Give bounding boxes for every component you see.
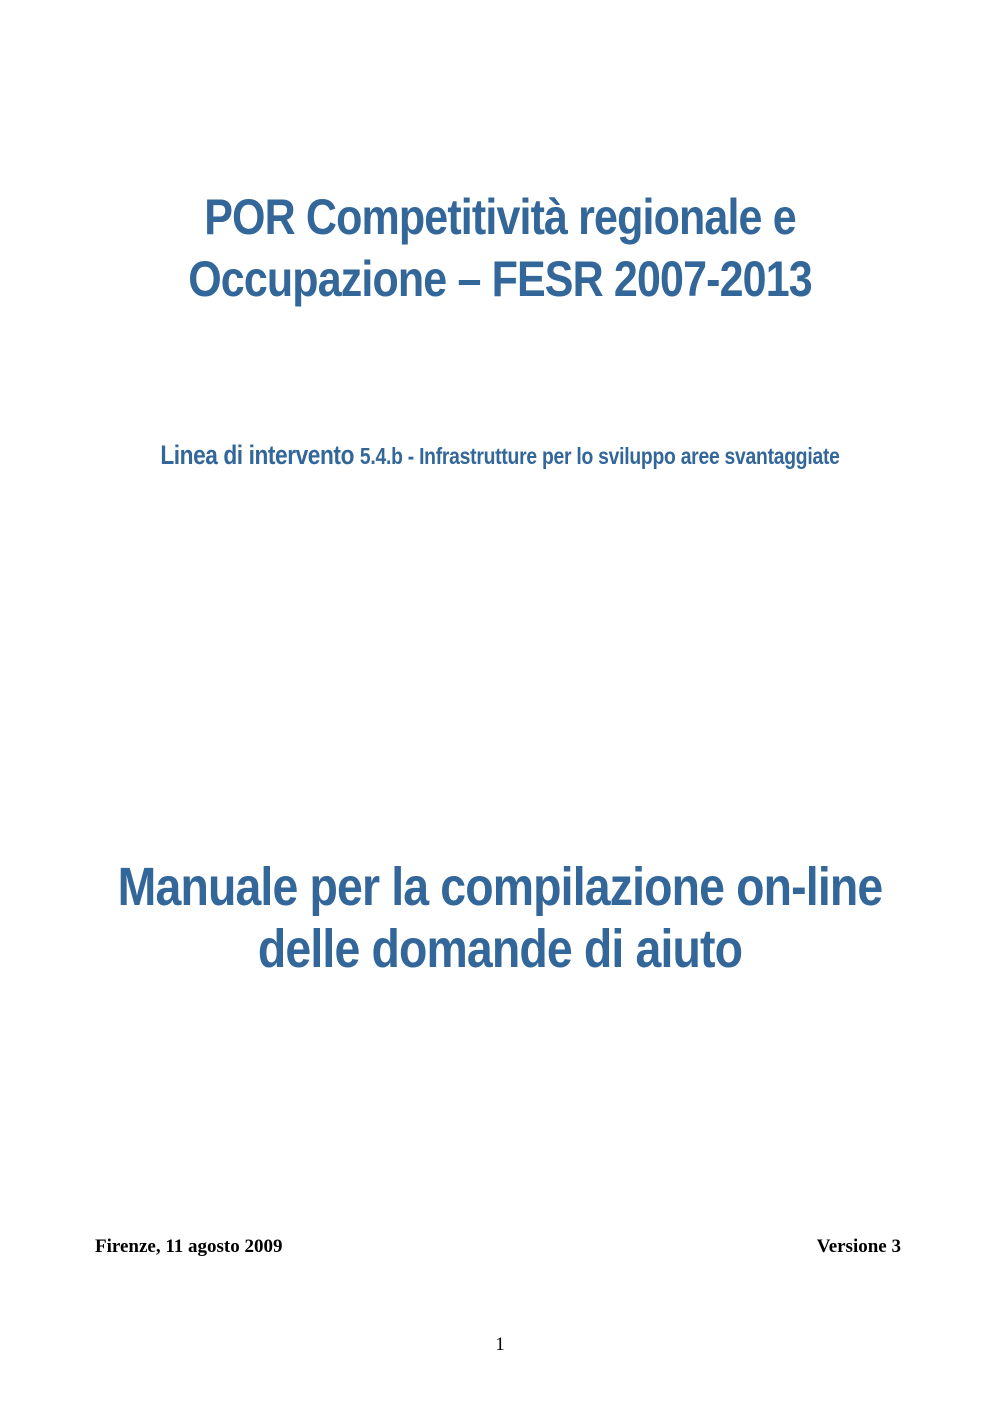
manual-title xyxy=(70,856,930,980)
subtitle-detail: 5.4.b - Infrastrutture per lo sviluppo aree svantaggiate xyxy=(359,443,840,469)
version-label: Versione 3 xyxy=(816,1236,901,1257)
subtitle-lead: Linea di intervento xyxy=(160,440,360,470)
main-title-line-2: Occupazione – FESR 2007-2013 xyxy=(188,251,812,307)
page-number: 1 xyxy=(495,1334,505,1355)
main-title xyxy=(70,186,930,310)
place-date: Firenze, 11 agosto 2009 xyxy=(95,1236,283,1257)
main-title-line-1: POR Competitività regionale e xyxy=(204,189,796,245)
intervention-line-subtitle xyxy=(80,440,920,471)
manual-title-line-1: Manuale per la compilazione on-line xyxy=(117,857,883,917)
manual-title-line-2: delle domande di aiuto xyxy=(257,919,743,979)
